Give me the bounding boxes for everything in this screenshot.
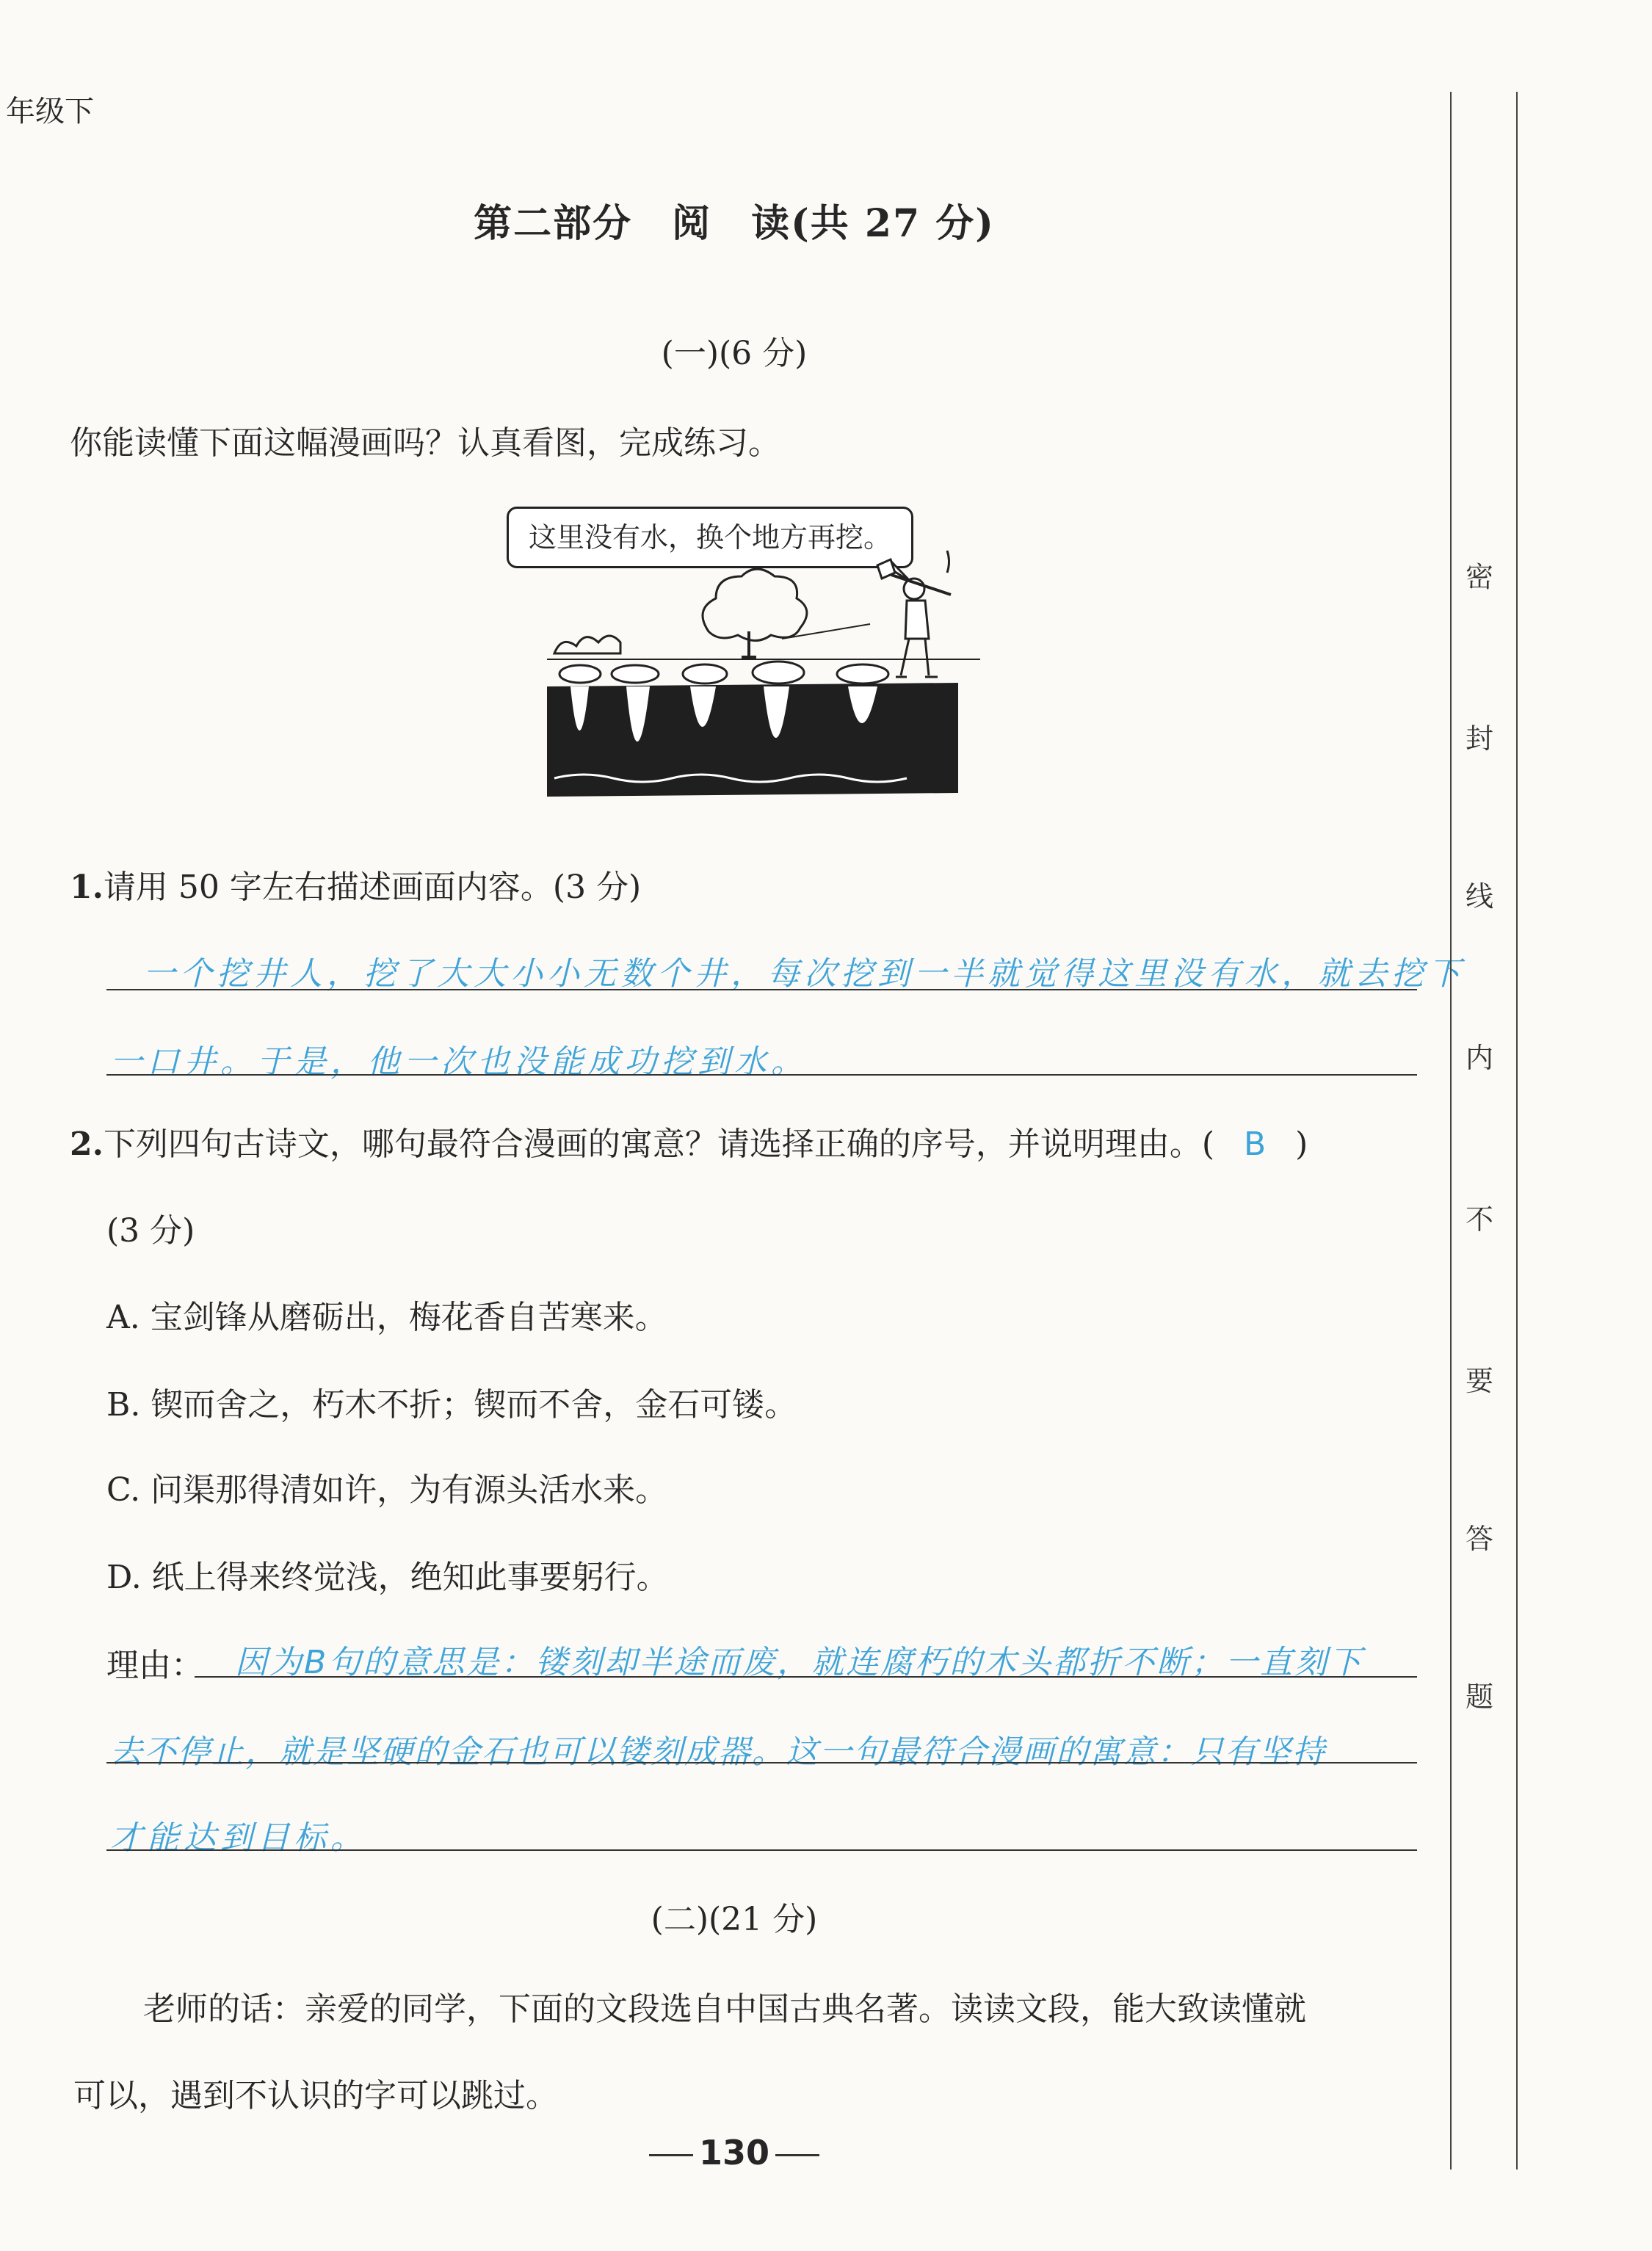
question-1 [70,860,641,907]
q1-answer-line-2: 一口井。于是，他一次也没能成功挖到水。 [110,1043,808,1081]
binding-char: 答 [1465,1523,1493,1555]
reason-line-2: 去不停止，就是坚硬的金石也可以镂刻成器。这一句最符合漫画的寓意：只有坚持 [110,1733,1326,1771]
answer-rule [195,1676,1417,1678]
question-2 [70,1117,1308,1164]
option-b: B. 锲而舍之，朽木不折；锲而不舍，金石可镂。 [106,1386,797,1424]
binding-line-inner [1450,92,1452,2170]
reason-line-3: 才能达到目标。 [110,1819,367,1857]
page-number [0,2133,1468,2172]
binding-char: 内 [1465,1042,1493,1074]
binding-char: 密 [1465,561,1493,593]
reason-label: 理由： [106,1647,203,1684]
option-c: C. 问渠那得清如许，为有源头活水来。 [106,1471,668,1509]
question-2-score: (3 分) [106,1212,195,1250]
answer-rule [106,989,1417,990]
speech-bubble: 这里没有水，换个地方再挖。 [507,507,913,568]
binding-char: 要 [1465,1365,1493,1397]
page-number-value: 130 [698,2133,770,2172]
question-2-choice-answer: B [1244,1126,1267,1163]
section-2-title: (二)(21 分) [651,1901,818,1938]
binding-char: 封 [1465,722,1493,755]
binding-char: 线 [1465,880,1493,913]
answer-rule [106,1849,1417,1851]
section-2-intro-line-1: 老师的话：亲爱的同学，下面的文段选自中国古典名著。读读文段，能大致读懂就 [143,1990,1306,2028]
question-1-number: 1. [70,869,104,906]
answer-rule [106,1074,1417,1076]
question-2-text-end: ) [1295,1126,1308,1163]
binding-char: 不 [1465,1203,1493,1236]
question-2-text: 下列四句古诗文，哪句最符合漫画的寓意？请选择正确的序号，并说明理由。( [103,1126,1215,1163]
grade-label: 年级下 [6,95,94,128]
section-1-intro: 你能读懂下面这幅漫画吗？认真看图，完成练习。 [70,424,780,462]
section-2-intro-line-2: 可以，遇到不认识的字可以跳过。 [73,2077,558,2114]
question-2-number: 2. [70,1126,104,1163]
reason-line-1: 因为B句的意思是：镂刻却半途而废，就连腐朽的木头都折不断；一直刻下 [235,1644,1364,1681]
section-1-title: (一)(6 分) [661,335,808,372]
answer-rule [106,1762,1417,1764]
part-title: 第二部分 阅 读(共 27 分) [474,201,995,246]
binding-char: 题 [1465,1681,1493,1713]
question-1-text: 请用 50 字左右描述画面内容。(3 分) [103,869,642,906]
well-digger-cartoon [540,543,980,808]
binding-line-outer [1516,92,1518,2170]
option-a: A. 宝剑锋从磨砺出，梅花香自苦寒来。 [106,1299,667,1336]
option-d: D. 纸上得来终觉浅，绝知此事要躬行。 [106,1559,669,1596]
q1-answer-line-1: 一个挖井人，挖了大大小小无数个井，每次挖到一半就觉得这里没有水，就去挖下 [143,955,1465,993]
